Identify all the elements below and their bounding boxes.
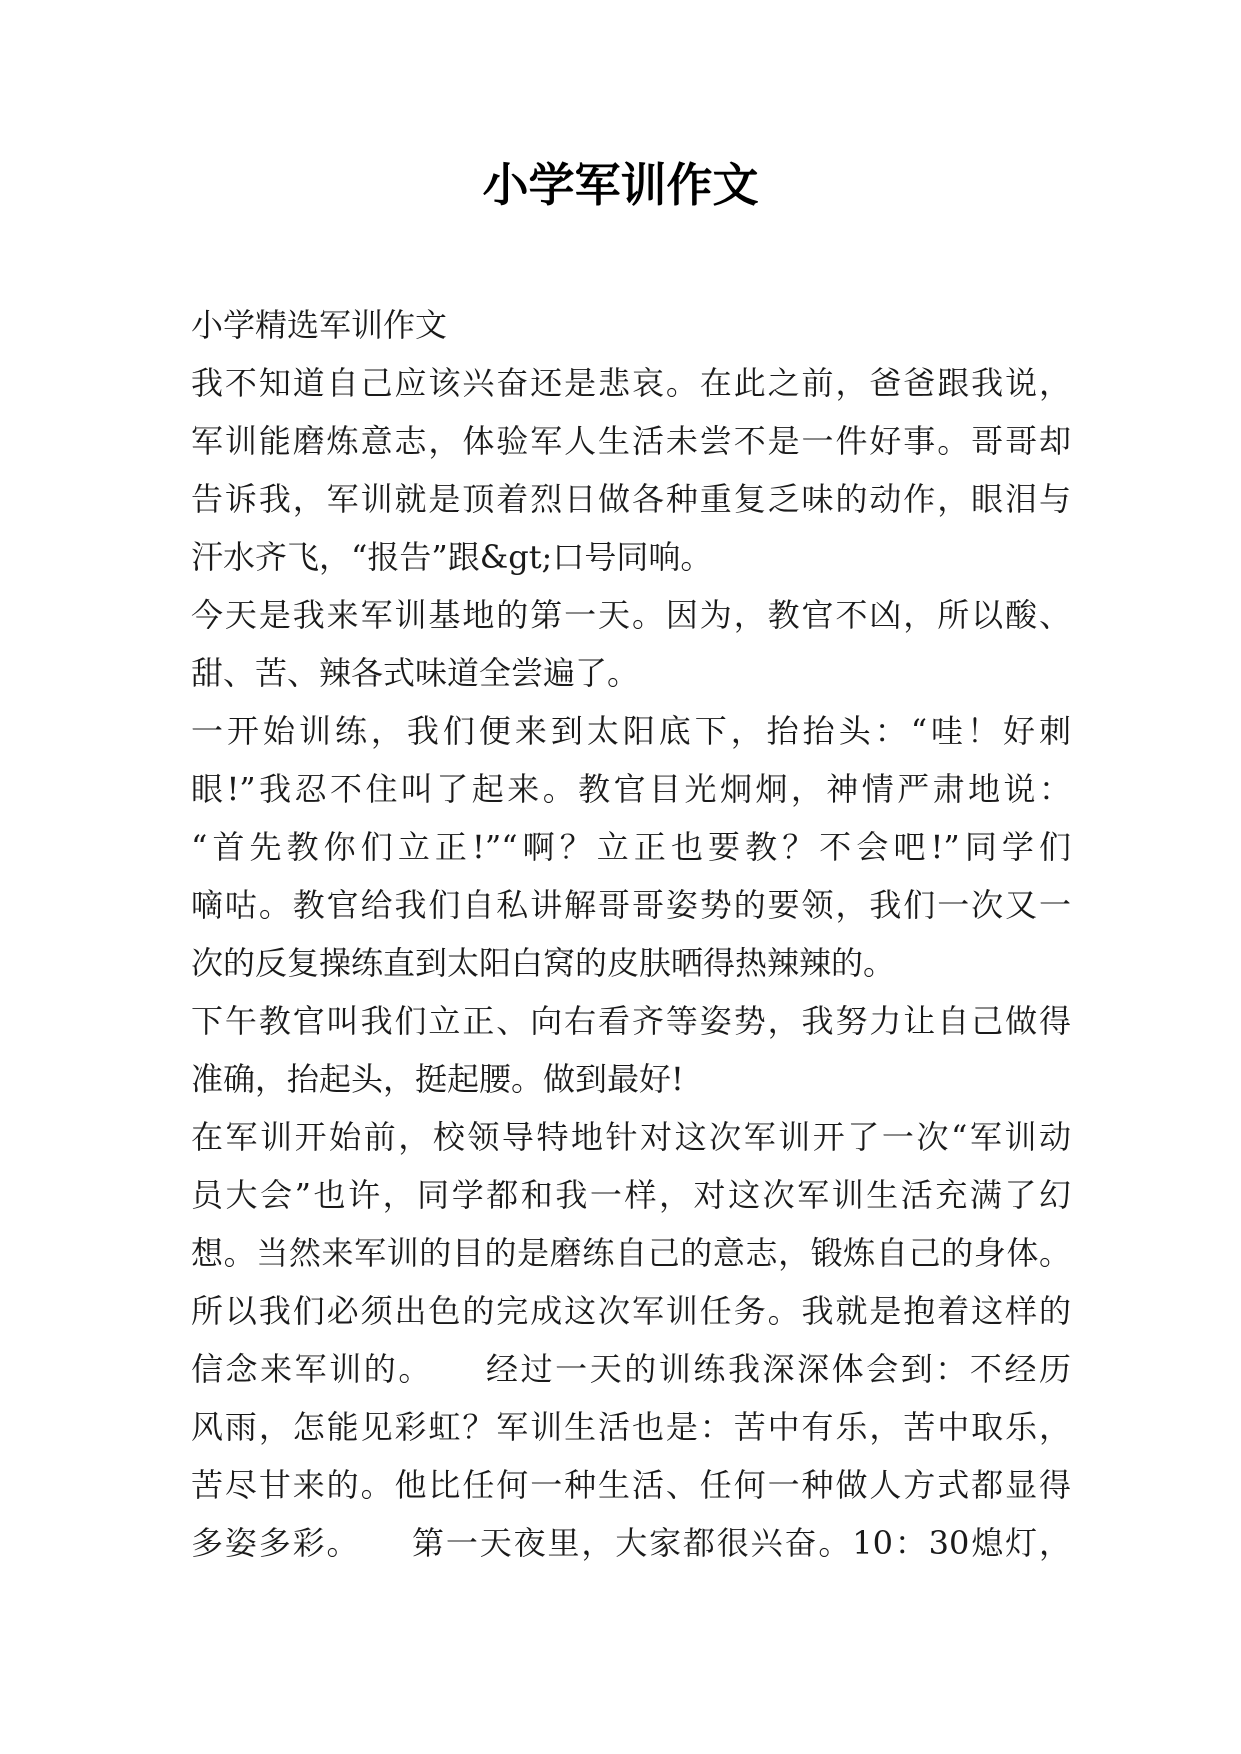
text-line: 信念来军训的。 经过一天的训练我深深体会到：不经历 — [191, 1350, 1071, 1388]
document-body — [191, 296, 1071, 1572]
text-line: “首先教你们立正!”“啊？立正也要教？不会吧!”同学们 — [191, 828, 1071, 866]
text-line: 次的反复操练直到太阳白窝的皮肤晒得热辣辣的。 — [191, 944, 896, 982]
text-line: 今天是我来军训基地的第一天。因为，教官不凶，所以酸、 — [191, 596, 1071, 634]
text-line: 小学精选军训作文 — [191, 306, 448, 344]
text-line: 想。当然来军训的目的是磨练自己的意志，锻炼自己的身体。 — [191, 1234, 1071, 1272]
text-line: 多姿多彩。 第一天夜里，大家都很兴奋。10：30熄灯， — [191, 1524, 1071, 1562]
text-line: 在军训开始前，校领导特地针对这次军训开了一次“军训动 — [191, 1118, 1071, 1156]
text-line: 下午教官叫我们立正、向右看齐等姿势，我努力让自己做得 — [191, 1002, 1071, 1040]
text-line: 告诉我，军训就是顶着烈日做各种重复乏味的动作，眼泪与 — [191, 480, 1071, 518]
text-line: 苦尽甘来的。他比任何一种生活、任何一种做人方式都显得 — [191, 1466, 1071, 1504]
text-line: 员大会”也许，同学都和我一样，对这次军训生活充满了幻 — [191, 1176, 1071, 1214]
document-title: 小学军训作文 — [482, 158, 759, 212]
text-line: 准确，抬起头，挺起腰。做到最好! — [191, 1060, 684, 1098]
text-line: 一开始训练，我们便来到太阳底下，抬抬头：“哇！好刺 — [191, 712, 1071, 750]
text-line: 风雨，怎能见彩虹？军训生活也是：苦中有乐，苦中取乐， — [191, 1408, 1071, 1446]
text-line: 眼!”我忍不住叫了起来。教官目光炯炯，神情严肃地说： — [191, 770, 1071, 808]
text-line: 我不知道自己应该兴奋还是悲哀。在此之前，爸爸跟我说， — [191, 364, 1071, 402]
text-line: 嘀咕。教官给我们自私讲解哥哥姿势的要领，我们一次又一 — [191, 886, 1071, 924]
text-line: 甜、苦、辣各式味道全尝遍了。 — [191, 654, 640, 692]
text-line: 汗水齐飞，“报告”跟&gt;口号同响。 — [191, 538, 713, 576]
text-line: 所以我们必须出色的完成这次军训任务。我就是抱着这样的 — [191, 1292, 1071, 1330]
text-line: 军训能磨炼意志，体验军人生活未尝不是一件好事。哥哥却 — [191, 422, 1071, 460]
